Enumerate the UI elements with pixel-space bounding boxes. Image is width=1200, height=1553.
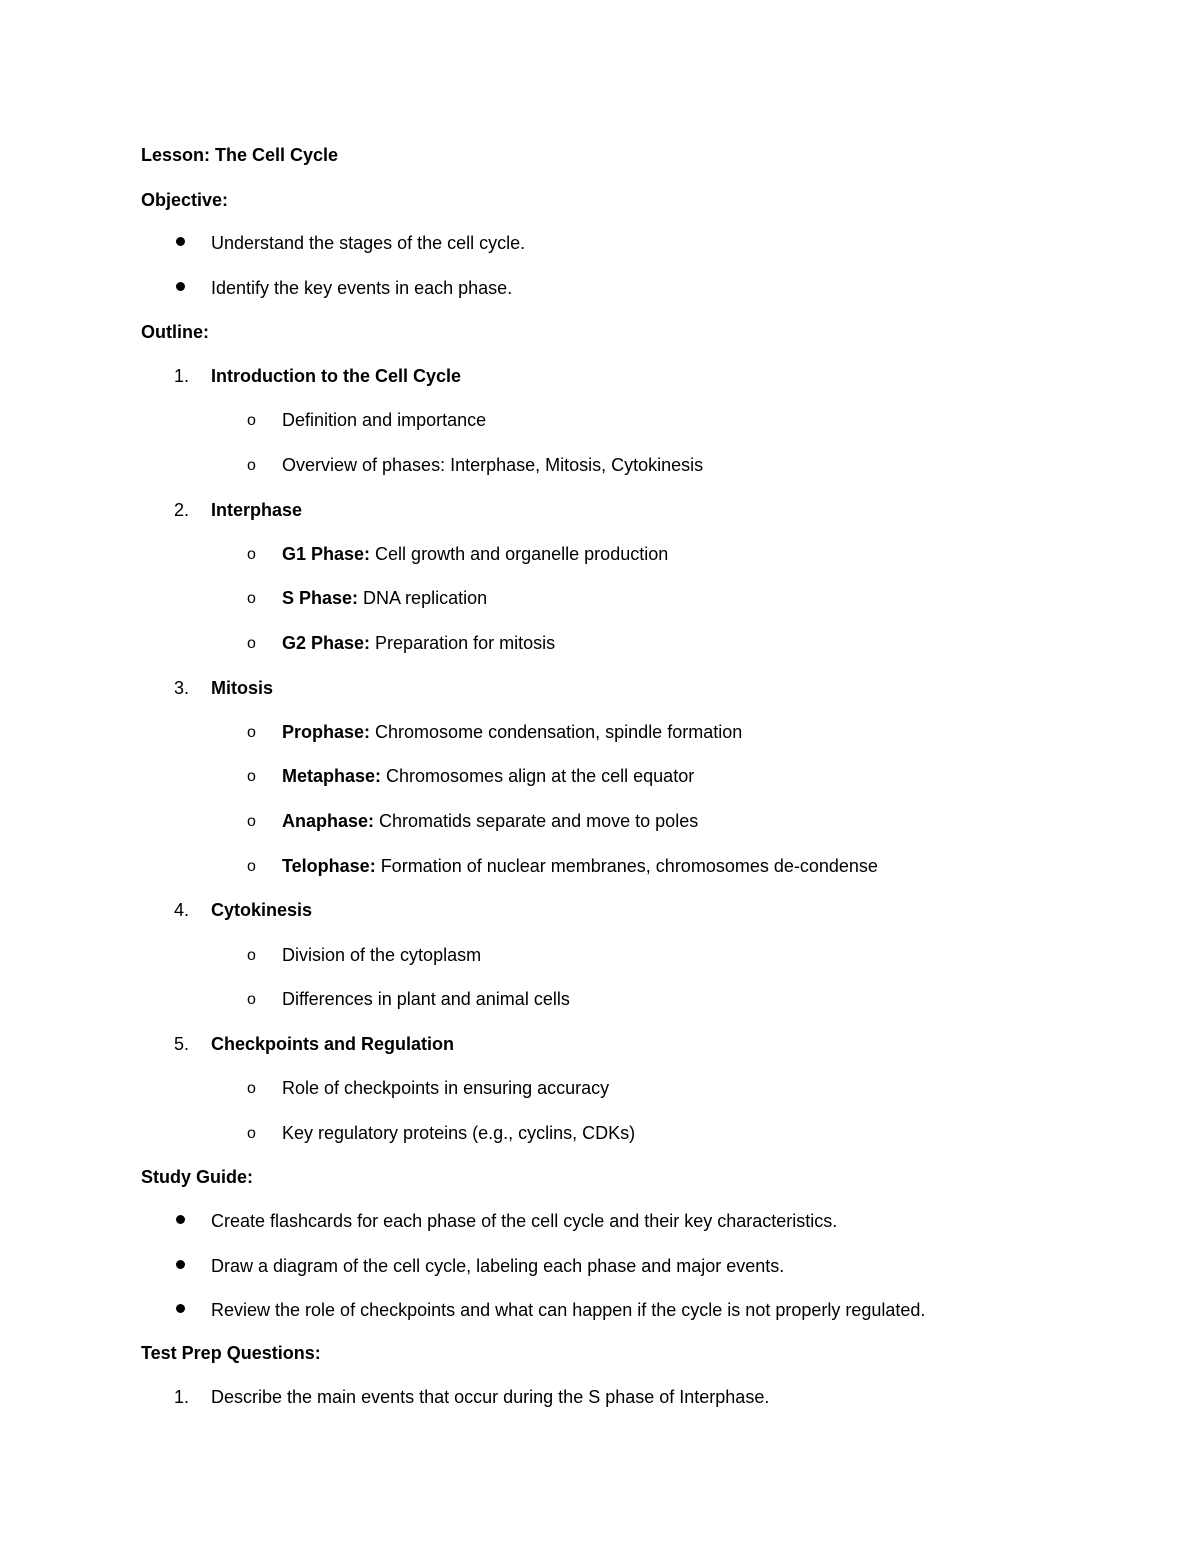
sub-item-term: Prophase: <box>282 722 371 742</box>
sub-bullet-icon: o <box>247 724 256 741</box>
sub-bullet-icon: o <box>247 1080 256 1097</box>
outline-sub-item <box>282 1076 609 1100</box>
sub-item-text: Chromosome condensation, spindle formation <box>370 722 743 742</box>
sub-item-text: Chromatids separate and move to poles <box>374 811 699 831</box>
outline-section-title: Mitosis <box>211 678 274 698</box>
test-prep-heading: Test Prep Questions: <box>141 1343 321 1363</box>
sub-item-text: Key regulatory proteins (e.g., cyclins, CDKs) <box>282 1123 636 1143</box>
outline-sub-item <box>282 764 694 788</box>
outline-heading: Outline: <box>141 322 209 342</box>
outline-sub-item <box>282 809 698 833</box>
sub-item-term: G2 Phase: <box>282 633 371 653</box>
test-prep-question: Describe the main events that occur during the S phase of Interphase. <box>211 1387 770 1407</box>
objective-item: Identify the key events in each phase. <box>211 278 513 298</box>
sub-item-text: Division of the cytoplasm <box>282 945 482 965</box>
sub-item-term: Metaphase: <box>282 766 382 786</box>
outline-section-title: Introduction to the Cell Cycle <box>211 366 462 386</box>
lesson-title: Lesson: The Cell Cycle <box>141 145 339 165</box>
sub-item-text: Overview of phases: Interphase, Mitosis, Cytokinesis <box>282 455 704 475</box>
outline-section-title: Interphase <box>211 500 303 520</box>
sub-bullet-icon: o <box>247 412 256 429</box>
bullet-icon <box>176 1215 185 1224</box>
sub-item-text: Chromosomes align at the cell equator <box>381 766 695 786</box>
sub-bullet-icon: o <box>247 1125 256 1142</box>
outline-number: 5. <box>174 1034 190 1054</box>
sub-item-text: Preparation for mitosis <box>370 633 556 653</box>
sub-item-text: Differences in plant and animal cells <box>282 989 570 1009</box>
study-guide-heading: Study Guide: <box>141 1167 253 1187</box>
sub-bullet-icon: o <box>247 635 256 652</box>
sub-item-term: Anaphase: <box>282 811 375 831</box>
sub-item-text: Formation of nuclear membranes, chromosomes de-condense <box>375 856 878 876</box>
study-guide-item: Create flashcards for each phase of the cell cycle and their key characteristics. <box>211 1211 838 1231</box>
outline-number: 3. <box>174 678 190 698</box>
bullet-icon <box>176 237 185 246</box>
bullet-icon <box>176 1260 185 1269</box>
outline-sub-item <box>282 453 703 477</box>
sub-item-text: DNA replication <box>358 588 488 608</box>
outline-sub-item <box>282 720 742 744</box>
outline-number: 4. <box>174 900 190 920</box>
outline-sub-item <box>282 408 486 432</box>
study-guide-item: Draw a diagram of the cell cycle, labeling each phase and major events. <box>211 1256 785 1276</box>
outline-section-title: Checkpoints and Regulation <box>211 1034 455 1054</box>
sub-item-text: Cell growth and organelle production <box>370 544 669 564</box>
outline-sub-item <box>282 987 570 1011</box>
sub-bullet-icon: o <box>247 813 256 830</box>
outline-sub-item <box>282 1121 635 1145</box>
outline-sub-item <box>282 542 668 566</box>
sub-bullet-icon: o <box>247 947 256 964</box>
study-guide-item: Review the role of checkpoints and what can happen if the cycle is not properly regulated. <box>211 1300 926 1320</box>
outline-sub-item <box>282 943 481 967</box>
outline-section-title: Cytokinesis <box>211 900 313 920</box>
question-number: 1. <box>174 1387 190 1407</box>
outline-sub-item <box>282 586 487 610</box>
sub-bullet-icon: o <box>247 590 256 607</box>
outline-number: 1. <box>174 366 190 386</box>
sub-bullet-icon: o <box>247 457 256 474</box>
objective-heading: Objective: <box>141 190 229 210</box>
bullet-icon <box>176 282 185 291</box>
sub-item-text: Definition and importance <box>282 410 487 430</box>
sub-item-term: S Phase: <box>282 588 359 608</box>
sub-item-text: Role of checkpoints in ensuring accuracy <box>282 1078 610 1098</box>
outline-number: 2. <box>174 500 190 520</box>
sub-bullet-icon: o <box>247 768 256 785</box>
sub-item-term: Telophase: <box>282 856 376 876</box>
objective-item: Understand the stages of the cell cycle. <box>211 233 526 253</box>
sub-bullet-icon: o <box>247 858 256 875</box>
outline-sub-item <box>282 854 878 878</box>
bullet-icon <box>176 1304 185 1313</box>
sub-item-term: G1 Phase: <box>282 544 371 564</box>
outline-sub-item <box>282 631 555 655</box>
sub-bullet-icon: o <box>247 991 256 1008</box>
sub-bullet-icon: o <box>247 546 256 563</box>
